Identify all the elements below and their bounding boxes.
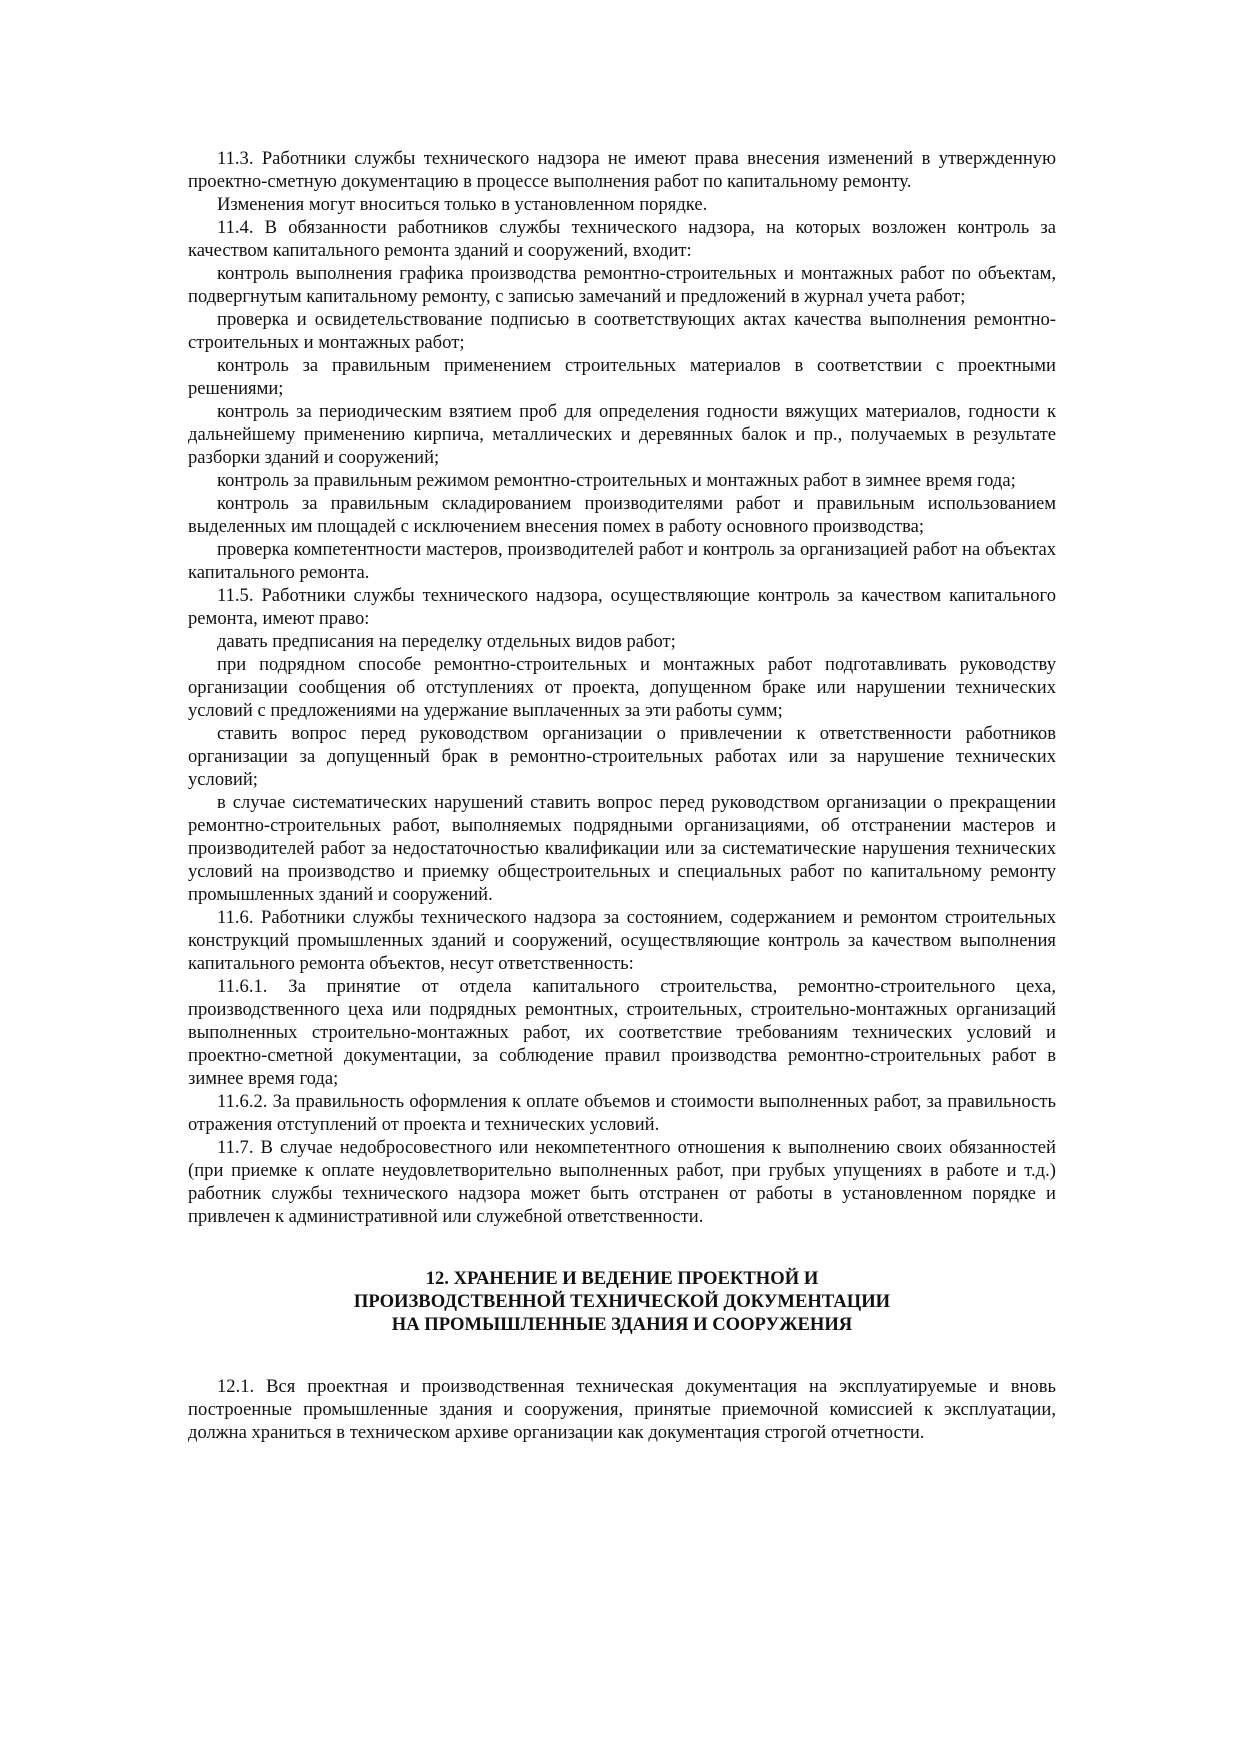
paragraph-11-4: 11.4. В обязанности работников службы технического надзора, на которых возложен контроль за качеством капитального ремонта зданий и сооружений, входит: (188, 217, 1056, 261)
document-page (188, 147, 1056, 1444)
list-item: ставить вопрос перед руководством организации о привлечении к ответственности работников организации за допущенный брак в ремонтно-строительных работах или за нарушение технических условий; (188, 723, 1056, 790)
section-heading-line-3: НА ПРОМЫШЛЕННЫЕ ЗДАНИЯ И СООРУЖЕНИЯ (391, 1314, 853, 1335)
paragraph-11-6-1: 11.6.1. За принятие от отдела капитального строительства, ремонтно-строительного цеха, производственного цеха или подрядных ремонтных, строительных, строительно-монтажных организаций выполненных строительно-монтажных работ, их соответствие требованиям технических условий и проектно-сметной документации, за соблюдение правил производства ремонтно-строительных работ в зимнее время года; (188, 976, 1056, 1089)
paragraph-11-5: 11.5. Работники службы технического надзора, осуществляющие контроль за качеством капитального ремонта, имеют право: (188, 585, 1056, 629)
list-item: проверка компетентности мастеров, производителей работ и контроль за организацией работ на объектах капитального ремонта. (188, 539, 1056, 583)
paragraph-12-1: 12.1. Вся проектная и производственная техническая документация на эксплуатируемые и вновь построенные промышленные здания и сооружения, принятые приемочной комиссией к эксплуатации, должна храниться в техническом архиве организации как документация строгой отчетности. (188, 1376, 1056, 1443)
section-heading-line-2: ПРОИЗВОДСТВЕННОЙ ТЕХНИЧЕСКОЙ ДОКУМЕНТАЦИИ (353, 1291, 891, 1312)
paragraph-11-6-2: 11.6.2. За правильность оформления к оплате объемов и стоимости выполненных работ, за правильность отражения отступлений от проекта и технических условий. (188, 1091, 1056, 1135)
list-item: контроль за правильным применением строительных материалов в соответствии с проектными решениями; (188, 355, 1056, 399)
section-heading-line-1: 12. ХРАНЕНИЕ И ВЕДЕНИЕ ПРОЕКТНОЙ И (425, 1268, 819, 1289)
list-item: контроль выполнения графика производства ремонтно-строительных и монтажных работ по объектам, подвергнутым капитальному ремонту, с записью замечаний и предложений в журнал учета работ; (188, 263, 1056, 307)
list-item: контроль за периодическим взятием проб для определения годности вяжущих материалов, годности к дальнейшему применению кирпича, металлических и деревянных балок и пр., получаемых в результате разборки зданий и сооружений; (188, 401, 1056, 468)
paragraph-11-7: 11.7. В случае недобросовестного или некомпетентного отношения к выполнению своих обязанностей (при приемке к оплате неудовлетворительно выполненных работ, при грубых упущениях в работе и т.д.) работник службы технического надзора может быть отстранен от работы в установленном порядке и привлечен к административной или служебной ответственности. (188, 1137, 1056, 1227)
paragraph-11-6: 11.6. Работники службы технического надзора за состоянием, содержанием и ремонтом строительных конструкций промышленных зданий и сооружений, осуществляющие контроль за качеством выполнения капитального ремонта объектов, несут ответственность: (188, 907, 1056, 974)
section-heading (188, 1267, 1056, 1336)
list-item: давать предписания на переделку отдельных видов работ; (217, 631, 676, 652)
list-item: при подрядном способе ремонтно-строительных и монтажных работ подготавливать руководству организации сообщения об отступлениях от проекта, допущенном браке или нарушении технических условий с предложениями на удержание выплаченных за эти работы сумм; (188, 654, 1056, 721)
paragraph-changes: Изменения могут вноситься только в установленном порядке. (217, 194, 708, 215)
list-item: в случае систематических нарушений ставить вопрос перед руководством организации о прекращении ремонтно-строительных работ, выполняемых подрядными организациями, об отстранении мастеров и производителей работ за недостаточностью квалификации или за систематические нарушения технических условий на производство и приемку общестроительных и специальных работ по капитальному ремонту промышленных зданий и сооружений. (188, 792, 1056, 905)
paragraph-11-3: 11.3. Работники службы технического надзора не имеют права внесения изменений в утвержденную проектно-сметную документацию в процессе выполнения работ по капитальному ремонту. (188, 148, 1056, 192)
list-item: проверка и освидетельствование подписью в соответствующих актах качества выполнения ремонтно-строительных и монтажных работ; (188, 309, 1056, 353)
list-item: контроль за правильным складированием производителями работ и правильным использованием выделенных им площадей с исключением внесения помех в работу основного производства; (188, 493, 1056, 537)
list-item: контроль за правильным режимом ремонтно-строительных и монтажных работ в зимнее время года; (217, 470, 1016, 491)
